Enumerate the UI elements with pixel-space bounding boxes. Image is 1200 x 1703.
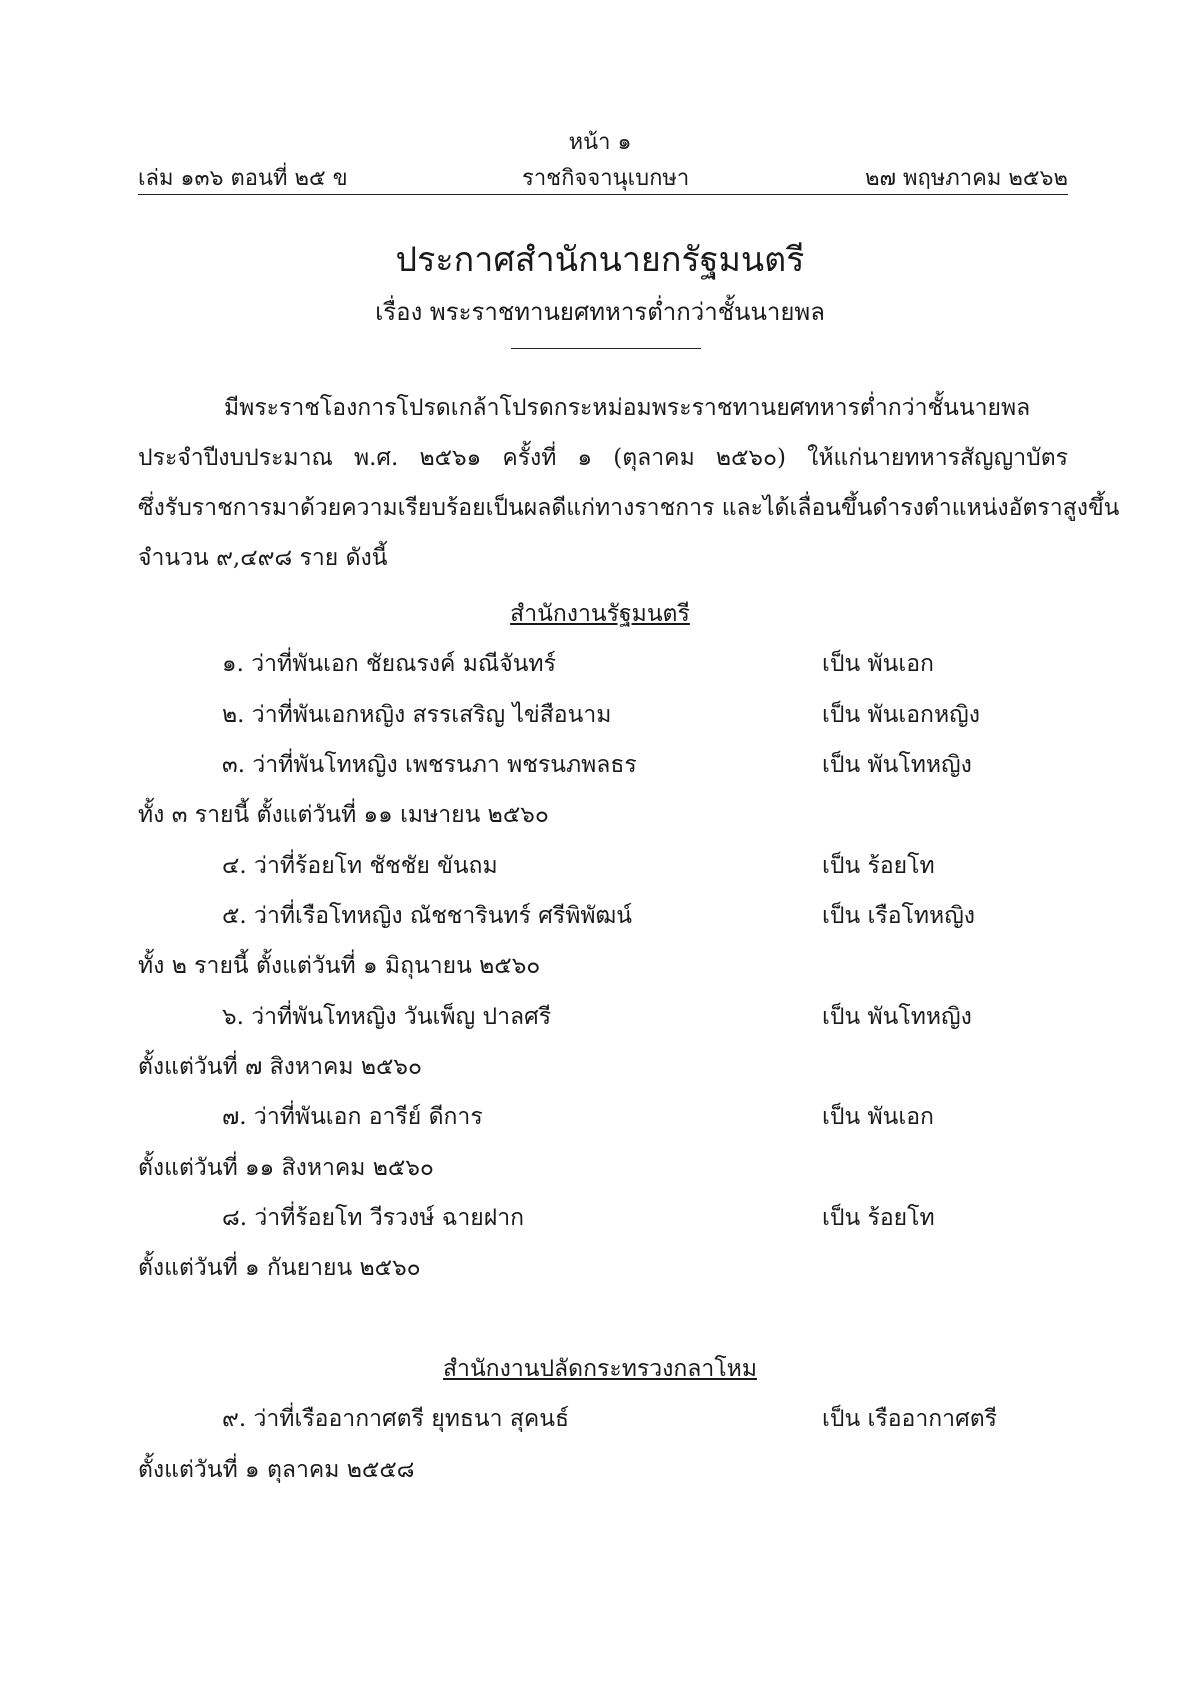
title-rule [511, 348, 701, 349]
new-rank: เป็น พันโทหญิง [822, 1004, 972, 1030]
new-rank: เป็น ร้อยโท [822, 1205, 935, 1231]
intro-line: ซึ่งรับราชการมาด้วยความเรียบร้อยเป็นผลดีแก่ทางราชการ และได้เลื่อนขึ้นดำรงตำแหน่งอัตราสูงขึ้น [138, 495, 1120, 521]
page-number: หน้า ๑ [568, 130, 632, 155]
page-title: ประกาศสำนักนายกรัฐมนตรี [395, 240, 805, 280]
effective-date: ทั้ง ๒ รายนี้ ตั้งแต่วันที่ ๑ มิถุนายน ๒๕๖๐ [138, 953, 541, 979]
intro-line: ประจำปีงบประมาณ พ.ศ. ๒๕๖๑ ครั้งที่ ๑ (ตุลาคม ๒๕๖๐) ให้แก่นายทหารสัญญาบัตร [138, 445, 1068, 471]
header-divider [138, 194, 1068, 195]
new-rank: เป็น พันเอก [822, 1104, 934, 1130]
section-heading: สำนักงานรัฐมนตรี [510, 601, 690, 627]
appointee-name: ๘. ว่าที่ร้อยโท วีรวงษ์ ฉายฝาก [222, 1205, 525, 1231]
intro-paragraph [138, 383, 1120, 583]
new-rank: เป็น พันเอกหญิง [822, 702, 980, 728]
effective-date: ทั้ง ๓ รายนี้ ตั้งแต่วันที่ ๑๑ เมษายน ๒๕๖๐ [138, 802, 549, 828]
new-rank: เป็น เรืออากาศตรี [822, 1406, 997, 1432]
intro-line: จำนวน ๙,๔๙๘ ราย ดังนี้ [138, 545, 388, 571]
appointee-name: ๒. ว่าที่พันเอกหญิง สรรเสริญ ไข่สือนาม [222, 702, 612, 728]
section-heading: สำนักงานปลัดกระทรวงกลาโหม [442, 1356, 757, 1382]
appointee-name: ๗. ว่าที่พันเอก อารีย์ ดีการ [222, 1104, 483, 1130]
effective-date: ตั้งแต่วันที่ ๗ สิงหาคม ๒๕๖๐ [138, 1054, 423, 1080]
effective-date: ตั้งแต่วันที่ ๑ กันยายน ๒๕๖๐ [138, 1255, 421, 1281]
appointee-name: ๑. ว่าที่พันเอก ชัยณรงค์ มณีจันทร์ [222, 651, 556, 677]
volume-issue: เล่ม ๑๓๖ ตอนที่ ๒๕ ข [138, 166, 348, 191]
effective-date: ตั้งแต่วันที่ ๑๑ สิงหาคม ๒๕๖๐ [138, 1155, 434, 1181]
appointee-name: ๕. ว่าที่เรือโทหญิง ณัชชารินทร์ ศรีพิพัฒน์ [222, 903, 633, 929]
document-subject: เรื่อง พระราชทานยศทหารต่ำกว่าชั้นนายพล [375, 298, 825, 326]
publication-date: ๒๗ พฤษภาคม ๒๕๖๒ [864, 166, 1068, 191]
appointee-name: ๔. ว่าที่ร้อยโท ชัชชัย ขันถม [222, 853, 498, 879]
intro-line: มีพระราชโองการโปรดเกล้าโปรดกระหม่อมพระราชทานยศทหารต่ำกว่าชั้นนายพล [224, 395, 1031, 421]
gazette-name: ราชกิจจานุเบกษา [522, 166, 690, 191]
effective-date: ตั้งแต่วันที่ ๑ ตุลาคม ๒๕๕๘ [138, 1457, 415, 1483]
appointee-name: ๙. ว่าที่เรืออากาศตรี ยุทธนา สุคนธ์ [222, 1406, 570, 1432]
appointee-name: ๓. ว่าที่พันโทหญิง เพชรนภา พชรนภพลธร [222, 752, 637, 778]
new-rank: เป็น พันเอก [822, 651, 934, 677]
new-rank: เป็น พันโทหญิง [822, 752, 972, 778]
new-rank: เป็น เรือโทหญิง [822, 903, 976, 929]
appointee-name: ๖. ว่าที่พันโทหญิง วันเพ็ญ ปาลศรี [222, 1004, 552, 1030]
new-rank: เป็น ร้อยโท [822, 853, 935, 879]
